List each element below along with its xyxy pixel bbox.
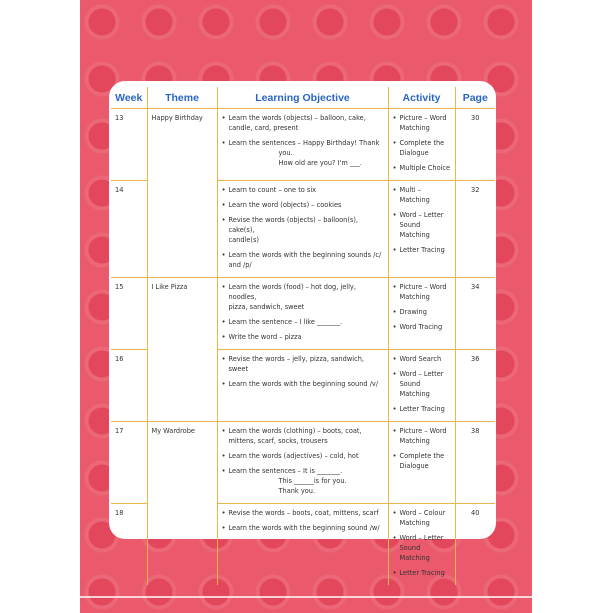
activity-list xyxy=(393,185,451,255)
activity-item-line: Matching xyxy=(399,293,430,301)
header-row xyxy=(111,87,495,109)
activity-item-line: Picture – Word xyxy=(399,114,447,122)
week-cell: 13 xyxy=(111,109,147,181)
page-number-cell: 40 xyxy=(455,504,495,586)
objective-item xyxy=(222,332,384,342)
activity-list xyxy=(393,113,451,173)
activity-cell xyxy=(388,350,455,422)
activity-item xyxy=(393,533,451,563)
objective-item-line: Thank you. xyxy=(278,487,316,495)
objective-list xyxy=(222,185,384,270)
activity-cell xyxy=(388,278,455,350)
objective-item-line: Revise the words (objects) – balloon(s), cake(s), xyxy=(228,216,359,234)
objective-item-line: How old are you? I'm ___. xyxy=(278,159,362,167)
activity-item xyxy=(393,568,451,578)
objective-item-line: mittens, scarf, socks, trousers xyxy=(228,437,328,445)
week-cell: 16 xyxy=(111,350,147,422)
curriculum-table xyxy=(111,87,495,585)
activity-item-line: Word – Letter xyxy=(399,211,444,219)
objective-list xyxy=(222,113,384,168)
activity-item-line: Drawing xyxy=(399,308,427,316)
objective-item xyxy=(222,523,384,533)
activity-item-line: Word Tracing xyxy=(399,323,443,331)
objective-item xyxy=(222,508,384,518)
activity-list xyxy=(393,508,451,578)
activity-item-line: Picture – Word xyxy=(399,427,447,435)
activity-item-line: Dialogue xyxy=(399,149,429,157)
activity-item-line: Word – Letter xyxy=(399,534,444,542)
objective-item-line: and /p/ xyxy=(228,261,252,269)
week-cell: 15 xyxy=(111,278,147,350)
activity-item-line: Letter Tracing xyxy=(399,246,445,254)
objective-item xyxy=(222,138,384,168)
activity-item xyxy=(393,210,451,240)
objective-item-line: Revise the words – boots, coat, mittens, scarf xyxy=(228,509,379,517)
objective-list xyxy=(222,354,384,389)
objective-item xyxy=(222,282,384,312)
objective-cell xyxy=(217,350,388,422)
week-cell: 18 xyxy=(115,509,124,517)
activity-item-line: Picture – Word xyxy=(399,283,447,291)
theme-cell: My Wardrobe xyxy=(147,422,217,504)
objective-item-line: candle(s) xyxy=(228,236,259,244)
objective-item xyxy=(222,451,384,461)
activity-item-line: Word – Colour xyxy=(399,509,446,517)
activity-item xyxy=(393,508,451,528)
activity-item xyxy=(393,138,451,158)
table-row xyxy=(111,350,495,422)
activity-item-line: Dialogue xyxy=(399,462,429,470)
table-row xyxy=(111,422,495,504)
activity-item xyxy=(393,185,451,205)
objective-item xyxy=(222,250,384,270)
activity-item-line: Sound Matching xyxy=(399,221,430,239)
objective-cell xyxy=(217,422,388,504)
theme-cell xyxy=(147,504,217,586)
objective-item-line: Learn the words (food) – hot dog, jelly, noodles, xyxy=(228,283,356,301)
objective-item-line: This ______is for you. xyxy=(278,477,347,485)
theme-cell xyxy=(147,350,217,422)
theme-cell: Happy Birthday xyxy=(147,109,217,181)
objective-item-line: Write the word – pizza xyxy=(228,333,302,341)
activity-item xyxy=(393,451,451,471)
activity-item-line: Word Search xyxy=(399,355,442,363)
objective-item-line: Learn the words with the beginning sound /v/ xyxy=(228,380,379,388)
activity-item xyxy=(393,369,451,399)
activity-item-line: Letter Tracing xyxy=(399,405,445,413)
workbook-page xyxy=(80,0,532,613)
objective-item-line: Learn the words (clothing) – boots, coat, xyxy=(228,427,362,435)
activity-list xyxy=(393,282,451,332)
page-number-cell: 34 xyxy=(455,278,495,350)
activity-item-line: Word – Letter xyxy=(399,370,444,378)
objective-item-line: Learn the words (adjectives) – cold, hot xyxy=(228,452,359,460)
activity-cell xyxy=(388,422,455,504)
activity-item-line: Matching xyxy=(399,124,430,132)
week-cell: 17 xyxy=(111,422,147,504)
objective-item xyxy=(222,200,384,210)
page-number-cell: 30 xyxy=(455,109,495,181)
page-number-cell: 32 xyxy=(455,181,495,278)
activity-list xyxy=(393,354,451,414)
objective-list xyxy=(222,508,384,533)
activity-item-line: Complete the xyxy=(399,452,445,460)
header-page: Page xyxy=(455,87,495,109)
objective-list xyxy=(222,426,384,496)
activity-item-line: Letter Tracing xyxy=(399,569,445,577)
activity-item xyxy=(393,113,451,133)
objective-item xyxy=(222,185,384,195)
objective-item xyxy=(222,317,384,327)
objective-item-line: Learn the words with the beginning sound /w/ xyxy=(228,524,380,532)
table-row xyxy=(111,504,495,586)
activity-cell xyxy=(388,504,455,586)
objective-item-line: Learn to count – one to six xyxy=(228,186,317,194)
objective-item xyxy=(222,354,384,374)
objective-item-line: Learn the words with the beginning sounds /c/ xyxy=(228,251,382,259)
activity-item-line: Sound Matching xyxy=(399,544,430,562)
activity-item-line: Complete the xyxy=(399,139,445,147)
objective-cell xyxy=(217,181,388,278)
objective-item-line: Learn the sentences – Happy Birthday! Thank xyxy=(228,139,380,147)
table-row xyxy=(111,181,495,278)
activity-item xyxy=(393,426,451,446)
objective-item xyxy=(222,379,384,389)
activity-item xyxy=(393,282,451,302)
activity-item xyxy=(393,307,451,317)
activity-item-line: Multiple Choice xyxy=(399,164,451,172)
objective-cell xyxy=(217,504,388,586)
activity-item-line: Matching xyxy=(399,196,430,204)
objective-item-line: candle, card, present xyxy=(228,124,299,132)
objective-item-line: Learn the sentence – I like _______. xyxy=(228,318,343,326)
objective-item-line: Learn the words (objects) – balloon, cake, xyxy=(228,114,366,122)
objective-cell xyxy=(217,278,388,350)
objective-item-line: Revise the words – jelly, pizza, sandwich, sweet xyxy=(228,355,364,373)
objective-item-line: Learn the word (objects) – cookies xyxy=(228,201,342,209)
activity-item xyxy=(393,322,451,332)
activity-item xyxy=(393,404,451,414)
activity-cell xyxy=(388,181,455,278)
header-week: Week xyxy=(111,87,147,109)
table-row xyxy=(111,278,495,350)
objective-item xyxy=(222,215,384,245)
activity-item-line: Sound Matching xyxy=(399,380,430,398)
activity-item xyxy=(393,245,451,255)
activity-item xyxy=(393,354,451,364)
activity-item-line: Multi – xyxy=(399,186,422,194)
activity-cell xyxy=(388,109,455,181)
activity-item-line: Matching xyxy=(399,437,430,445)
objective-item-line: you. xyxy=(278,149,293,157)
objective-item-line: Learn the sentences – It is _______. xyxy=(228,467,343,475)
page-number-cell: 36 xyxy=(455,350,495,422)
table-row xyxy=(111,109,495,181)
activity-item xyxy=(393,163,451,173)
header-objective: Learning Objective xyxy=(217,87,388,109)
objective-item xyxy=(222,466,384,496)
page-edge-line xyxy=(80,596,532,598)
objective-item-line: pizza, sandwich, sweet xyxy=(228,303,305,311)
header-activity: Activity xyxy=(388,87,455,109)
header-theme: Theme xyxy=(147,87,217,109)
contents-card xyxy=(109,81,496,577)
week-cell: 14 xyxy=(111,181,147,278)
objective-cell xyxy=(217,109,388,181)
objective-list xyxy=(222,282,384,342)
objective-item xyxy=(222,426,384,446)
theme-cell xyxy=(147,181,217,278)
activity-item-line: Matching xyxy=(399,519,430,527)
page-number-cell: 38 xyxy=(455,422,495,504)
activity-list xyxy=(393,426,451,471)
objective-item xyxy=(222,113,384,133)
theme-cell: I Like Pizza xyxy=(147,278,217,350)
